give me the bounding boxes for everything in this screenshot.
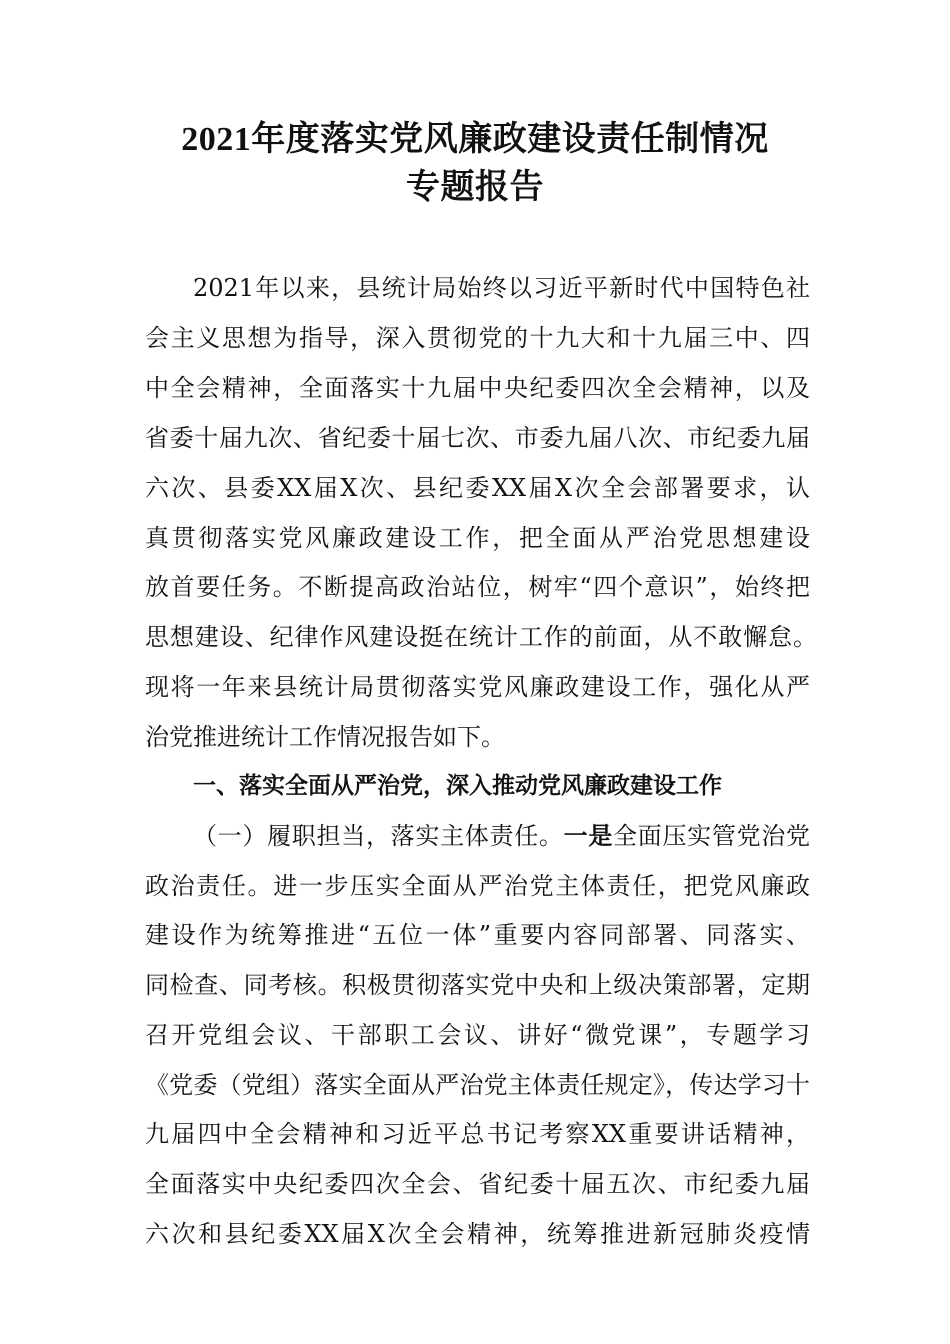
subsection-text: 全面压实管党治党 xyxy=(613,822,811,850)
subsection-line xyxy=(193,816,810,856)
point-marker: 一是 xyxy=(563,821,614,850)
body-line: 《党委（党组）落实全面从严治党主体责任规定》，传达学习十 xyxy=(145,1071,810,1099)
section-heading-1: 一、落实全面从严治党，深入推动党风廉政建设工作 xyxy=(193,773,722,799)
body-line: 全面落实中央纪委四次全会、省纪委十届五次、市纪委九届 xyxy=(145,1170,810,1198)
document-title-line-2: 专题报告 xyxy=(406,169,544,206)
intro-line: 真贯彻落实党风廉政建设工作，把全面从严治党思想建设 xyxy=(145,524,810,552)
body-line: 六次和县纪委XX届X次全会精神，统筹推进新冠肺炎疫情 xyxy=(145,1220,810,1248)
intro-line: 会主义思想为指导，深入贯彻党的十九大和十九届三中、四 xyxy=(145,324,810,352)
subsection-title: （一）履职担当，落实主体责任。 xyxy=(193,822,564,850)
intro-line: 现将一年来县统计局贯彻落实党风廉政建设工作，强化从严 xyxy=(145,673,810,701)
intro-line: 2021年以来，县统计局始终以习近平新时代中国特色社 xyxy=(193,274,810,302)
intro-line: 治党推进统计工作情况报告如下。 xyxy=(145,723,505,751)
body-line: 政治责任。进一步压实全面从严治党主体责任，把党风廉政 xyxy=(145,872,810,900)
intro-line: 中全会精神，全面落实十九届中央纪委四次全会精神，以及 xyxy=(145,374,810,402)
body-line: 建设作为统筹推进“五位一体”重要内容同部署、同落实、 xyxy=(145,921,810,949)
intro-line: 思想建设、纪律作风建设挺在统计工作的前面，从不敢懈怠。 xyxy=(145,623,817,651)
intro-line: 六次、县委XX届X次、县纪委XX届X次全会部署要求，认 xyxy=(145,474,810,502)
intro-line: 放首要任务。不断提高政治站位，树牢“四个意识”，始终把 xyxy=(145,573,810,601)
document-title-line-1: 2021年度落实党风廉政建设责任制情况 xyxy=(181,121,769,158)
body-line: 九届四中全会精神和习近平总书记考察XX重要讲话精神， xyxy=(145,1120,810,1148)
body-line: 同检查、同考核。积极贯彻落实党中央和上级决策部署，定期 xyxy=(145,971,810,999)
body-line: 召开党组会议、干部职工会议、讲好“微党课”，专题学习 xyxy=(145,1021,810,1049)
intro-line: 省委十届九次、省纪委十届七次、市委九届八次、市纪委九届 xyxy=(145,424,810,452)
